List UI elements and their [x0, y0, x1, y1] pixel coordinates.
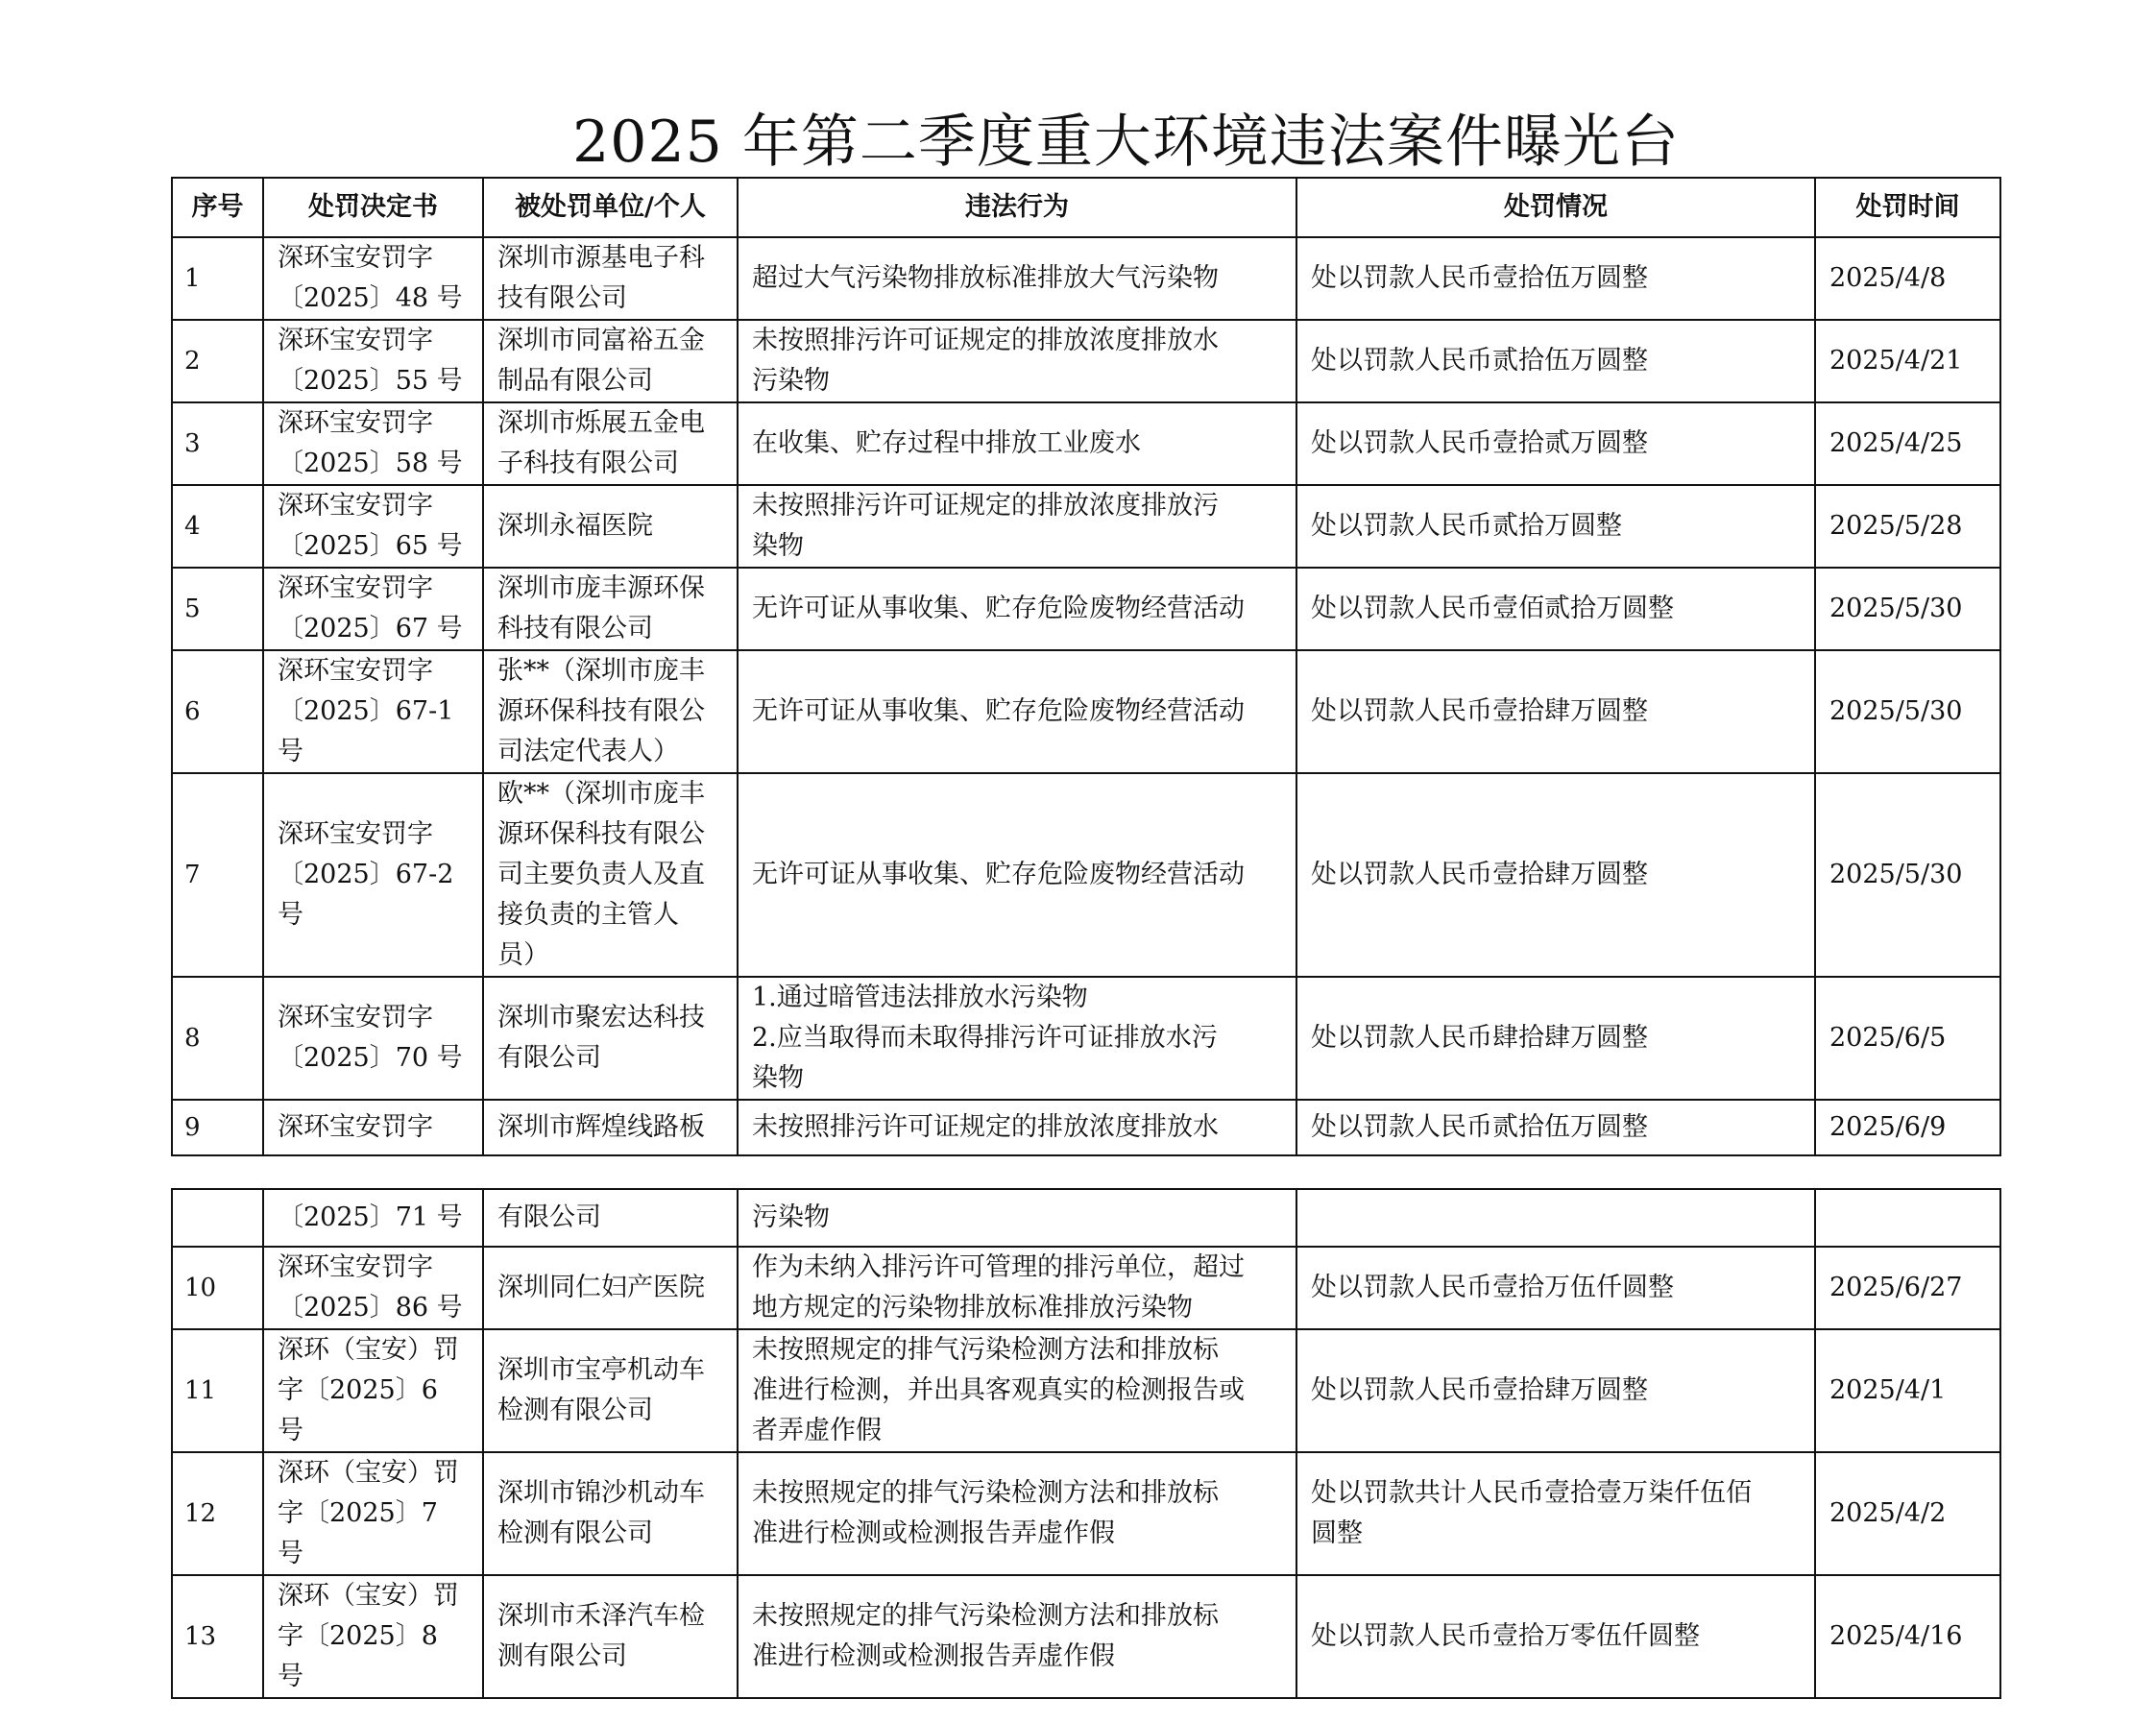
table-header-row [172, 178, 2000, 237]
cell-party-line: 有限公司 [497, 1043, 601, 1073]
cell-party [483, 568, 738, 650]
cell-decision [263, 402, 483, 485]
cell-decision-line: 深环（宝安）罚 [278, 1335, 459, 1365]
cell-party-line: 检测有限公司 [497, 1518, 653, 1548]
cell-party-line: 测有限公司 [497, 1641, 627, 1671]
cell-decision-line: 深环（宝安）罚 [278, 1581, 459, 1611]
cell-decision [263, 1189, 483, 1247]
cell-decision-line: 深环宝安罚字 [278, 573, 433, 603]
cell-party-line: 深圳市辉煌线路板 [497, 1112, 705, 1142]
cell-party-line: 制品有限公司 [497, 366, 653, 396]
cell-decision [263, 568, 483, 650]
cell-date: 2025/6/9 [1815, 1100, 2000, 1155]
cell-decision-line: 深环宝安罚字 [278, 656, 433, 686]
cell-decision-line: 深环宝安罚字 [278, 326, 433, 355]
table-row [172, 773, 2000, 977]
cell-party-line: 深圳永福医院 [497, 511, 653, 541]
cell-party-line: 深圳市禾泽汽车检 [497, 1601, 705, 1631]
cell-no: 11 [172, 1329, 263, 1452]
cell-date [1815, 1189, 2000, 1247]
cell-violation [738, 977, 1296, 1100]
cell-penalty [1296, 1100, 1815, 1155]
cell-date: 2025/4/2 [1815, 1452, 2000, 1575]
cell-violation-line: 无许可证从事收集、贮存危险废物经营活动 [752, 860, 1245, 889]
cell-date: 2025/5/30 [1815, 568, 2000, 650]
cell-violation-line: 染物 [752, 1063, 804, 1093]
table-row [172, 1452, 2000, 1575]
cell-decision [263, 1100, 483, 1155]
cell-decision-line: 号 [278, 900, 303, 930]
cell-party-line: 深圳市宝亭机动车 [497, 1355, 705, 1385]
cell-decision-line: 深环宝安罚字 [278, 1003, 433, 1032]
cell-violation-line: 无许可证从事收集、贮存危险废物经营活动 [752, 594, 1245, 623]
cell-violation [738, 1247, 1296, 1329]
cell-violation [738, 1189, 1296, 1247]
cell-decision-line: 字〔2025〕8 号 [278, 1621, 438, 1691]
cell-no: 13 [172, 1575, 263, 1698]
cases-table-page-1 [171, 177, 2001, 1156]
table-row [172, 1100, 2000, 1155]
cell-decision [263, 1452, 483, 1575]
table-row [172, 237, 2000, 320]
cell-violation-line: 未按照排污许可证规定的排放浓度排放污 [752, 491, 1219, 521]
cell-party-line: 司法定代表人） [497, 737, 679, 766]
cell-party [483, 485, 738, 568]
cell-violation [738, 650, 1296, 773]
cell-decision [263, 485, 483, 568]
header-violation: 违法行为 [738, 178, 1296, 237]
cell-penalty-line: 处以罚款人民币贰拾万圆整 [1311, 511, 1622, 541]
cell-party [483, 650, 738, 773]
table-row [172, 402, 2000, 485]
cell-no: 4 [172, 485, 263, 568]
cell-no: 5 [172, 568, 263, 650]
cell-decision-line: 〔2025〕55 号 [278, 366, 463, 396]
cell-decision-line: 〔2025〕58 号 [278, 449, 463, 478]
cell-party-line: 源环保科技有限公 [497, 696, 705, 726]
cell-decision [263, 977, 483, 1100]
cell-no: 9 [172, 1100, 263, 1155]
cell-decision-line: 〔2025〕67-1 [278, 696, 454, 726]
cell-violation-line: 准进行检测或检测报告弄虚作假 [752, 1641, 1115, 1671]
cell-violation-line: 在收集、贮存过程中排放工业废水 [752, 428, 1141, 458]
cell-violation [738, 402, 1296, 485]
cell-penalty-line: 处以罚款人民币壹拾贰万圆整 [1311, 428, 1648, 458]
cell-penalty [1296, 1329, 1815, 1452]
cell-decision [263, 237, 483, 320]
cell-date: 2025/5/30 [1815, 773, 2000, 977]
cell-party [483, 1329, 738, 1452]
cell-penalty [1296, 1452, 1815, 1575]
cell-decision-line: 字〔2025〕7 号 [278, 1498, 438, 1568]
cell-penalty [1296, 1575, 1815, 1698]
cell-party-line: 深圳同仁妇产医院 [497, 1273, 705, 1302]
cell-no: 3 [172, 402, 263, 485]
cell-violation-line: 污染物 [752, 366, 830, 396]
cell-violation [738, 237, 1296, 320]
page-title: 2025 年第二季度重大环境违法案件曝光台 [572, 109, 1680, 176]
cell-violation [738, 773, 1296, 977]
cell-penalty-line: 处以罚款人民币壹拾万零伍仟圆整 [1311, 1621, 1700, 1651]
cell-violation-line: 作为未纳入排污许可管理的排污单位，超过 [752, 1252, 1245, 1282]
cell-penalty [1296, 237, 1815, 320]
cell-violation-line: 者弄虚作假 [752, 1416, 882, 1445]
cell-decision-line: 深环宝安罚字 [278, 1252, 433, 1282]
cell-party [483, 402, 738, 485]
cell-violation [738, 1329, 1296, 1452]
cell-party-line: 深圳市烁展五金电 [497, 408, 705, 438]
cell-penalty-line: 处以罚款人民币壹拾肆万圆整 [1311, 860, 1648, 889]
cell-violation-line: 准进行检测，并出具客观真实的检测报告或 [752, 1375, 1245, 1405]
cell-decision [263, 1575, 483, 1698]
cell-violation [738, 1100, 1296, 1155]
cell-decision-line: 〔2025〕70 号 [278, 1043, 463, 1073]
cell-penalty-line: 处以罚款人民币贰拾伍万圆整 [1311, 346, 1648, 376]
cell-penalty-line: 处以罚款共计人民币壹拾壹万柒仟伍佰 [1311, 1478, 1752, 1508]
cell-party [483, 237, 738, 320]
cell-decision-line: 深环宝安罚字 [278, 243, 433, 273]
cell-penalty [1296, 773, 1815, 977]
cell-decision [263, 773, 483, 977]
cell-penalty-line: 处以罚款人民币肆拾肆万圆整 [1311, 1023, 1648, 1053]
cell-decision-line: 字〔2025〕6 号 [278, 1375, 438, 1445]
header-penalty: 处罚情况 [1296, 178, 1815, 237]
cell-violation [738, 1575, 1296, 1698]
cell-decision-line: 深环宝安罚字 [278, 819, 433, 849]
cell-party [483, 1189, 738, 1247]
cell-party [483, 1100, 738, 1155]
cell-decision [263, 1329, 483, 1452]
cell-no [172, 1189, 263, 1247]
cell-violation-line: 染物 [752, 531, 804, 561]
cell-decision-line: 号 [278, 737, 303, 766]
cell-penalty [1296, 568, 1815, 650]
table-row [172, 650, 2000, 773]
table-row [172, 1247, 2000, 1329]
cell-date: 2025/5/28 [1815, 485, 2000, 568]
cell-violation [738, 1452, 1296, 1575]
cell-party-line: 子科技有限公司 [497, 449, 679, 478]
cell-no: 6 [172, 650, 263, 773]
cell-party-line: 员） [497, 940, 549, 970]
cell-date: 2025/6/5 [1815, 977, 2000, 1100]
cell-no: 2 [172, 320, 263, 402]
cell-date: 2025/4/21 [1815, 320, 2000, 402]
cell-violation [738, 568, 1296, 650]
cell-penalty [1296, 977, 1815, 1100]
cell-penalty-line: 处以罚款人民币壹佰贰拾万圆整 [1311, 594, 1674, 623]
cell-party [483, 1452, 738, 1575]
table-row [172, 485, 2000, 568]
cell-no: 8 [172, 977, 263, 1100]
header-party: 被处罚单位/个人 [483, 178, 738, 237]
cell-violation-line: 未按照排污许可证规定的排放浓度排放水 [752, 326, 1219, 355]
cell-party [483, 1575, 738, 1698]
cell-penalty-line: 处以罚款人民币壹拾伍万圆整 [1311, 263, 1648, 293]
cell-penalty [1296, 1247, 1815, 1329]
table-row [172, 568, 2000, 650]
cell-party-line: 深圳市同富裕五金 [497, 326, 705, 355]
cell-violation-line: 未按照规定的排气污染检测方法和排放标 [752, 1335, 1219, 1365]
cases-table-page-2 [171, 1188, 2001, 1699]
cell-decision-line: 深环宝安罚字 [278, 1112, 433, 1142]
table-row [172, 1575, 2000, 1698]
cell-decision-line: 〔2025〕67-2 [278, 860, 454, 889]
cell-date: 2025/4/16 [1815, 1575, 2000, 1698]
cell-party-line: 检测有限公司 [497, 1396, 653, 1425]
cell-date: 2025/5/30 [1815, 650, 2000, 773]
table-row [172, 320, 2000, 402]
cell-party-line: 深圳市源基电子科 [497, 243, 705, 273]
cell-decision-line: 深环宝安罚字 [278, 408, 433, 438]
cell-decision-line: 深环（宝安）罚 [278, 1458, 459, 1488]
cell-penalty-line: 处以罚款人民币贰拾伍万圆整 [1311, 1112, 1648, 1142]
table-row [172, 977, 2000, 1100]
cell-violation-line: 准进行检测或检测报告弄虚作假 [752, 1518, 1115, 1548]
table-row [172, 1189, 2000, 1247]
cell-decision [263, 650, 483, 773]
cell-party-line: 接负责的主管人 [497, 900, 679, 930]
cell-date: 2025/6/27 [1815, 1247, 2000, 1329]
cell-party-line: 源环保科技有限公 [497, 819, 705, 849]
cell-party-line: 欧**（深圳市庞丰 [497, 779, 705, 809]
cell-party-line: 深圳市庞丰源环保 [497, 573, 705, 603]
cell-party-line: 司主要负责人及直 [497, 860, 705, 889]
cell-decision-line: 〔2025〕67 号 [278, 614, 463, 643]
cell-party-line: 科技有限公司 [497, 614, 653, 643]
cell-violation [738, 320, 1296, 402]
cell-decision-line: 〔2025〕65 号 [278, 531, 463, 561]
cell-date: 2025/4/25 [1815, 402, 2000, 485]
cell-party [483, 977, 738, 1100]
cell-decision-line: 〔2025〕86 号 [278, 1293, 463, 1323]
cell-party-line: 深圳市锦沙机动车 [497, 1478, 705, 1508]
cell-no: 7 [172, 773, 263, 977]
cell-party [483, 1247, 738, 1329]
cell-penalty [1296, 650, 1815, 773]
cell-party-line: 深圳市聚宏达科技 [497, 1003, 705, 1032]
cell-violation-line: 未按照规定的排气污染检测方法和排放标 [752, 1601, 1219, 1631]
cell-violation-line: 1.通过暗管违法排放水污染物 [752, 983, 1088, 1012]
cell-violation [738, 485, 1296, 568]
header-date: 处罚时间 [1815, 178, 2000, 237]
cell-decision [263, 1247, 483, 1329]
cell-violation-line: 污染物 [752, 1202, 830, 1232]
cell-party-line: 张**（深圳市庞丰 [497, 656, 705, 686]
cell-party-line: 有限公司 [497, 1202, 601, 1232]
cell-penalty [1296, 485, 1815, 568]
header-decision: 处罚决定书 [263, 178, 483, 237]
cell-violation-line: 未按照排污许可证规定的排放浓度排放水 [752, 1112, 1219, 1142]
cell-date: 2025/4/8 [1815, 237, 2000, 320]
cell-party-line: 技有限公司 [497, 283, 627, 313]
cell-party [483, 320, 738, 402]
cell-violation-line: 超过大气污染物排放标准排放大气污染物 [752, 263, 1219, 293]
cell-no: 12 [172, 1452, 263, 1575]
cell-no: 1 [172, 237, 263, 320]
cell-decision-line: 〔2025〕48 号 [278, 283, 463, 313]
cell-violation-line: 地方规定的污染物排放标准排放污染物 [752, 1293, 1193, 1323]
cell-decision-line: 〔2025〕71 号 [278, 1202, 463, 1232]
cell-date: 2025/4/1 [1815, 1329, 2000, 1452]
table-row [172, 1329, 2000, 1452]
cell-no: 10 [172, 1247, 263, 1329]
cell-penalty-line: 处以罚款人民币壹拾肆万圆整 [1311, 696, 1648, 726]
cell-violation-line: 2.应当取得而未取得排污许可证排放水污 [752, 1023, 1218, 1053]
cell-penalty-line: 处以罚款人民币壹拾万伍仟圆整 [1311, 1273, 1674, 1302]
cell-decision [263, 320, 483, 402]
cell-violation-line: 无许可证从事收集、贮存危险废物经营活动 [752, 696, 1245, 726]
cell-penalty [1296, 1189, 1815, 1247]
header-no: 序号 [172, 178, 263, 237]
cell-penalty [1296, 320, 1815, 402]
cell-penalty [1296, 402, 1815, 485]
cell-penalty-line: 处以罚款人民币壹拾肆万圆整 [1311, 1375, 1648, 1405]
cell-violation-line: 未按照规定的排气污染检测方法和排放标 [752, 1478, 1219, 1508]
cell-penalty-line: 圆整 [1311, 1518, 1363, 1548]
cell-party [483, 773, 738, 977]
cell-decision-line: 深环宝安罚字 [278, 491, 433, 521]
